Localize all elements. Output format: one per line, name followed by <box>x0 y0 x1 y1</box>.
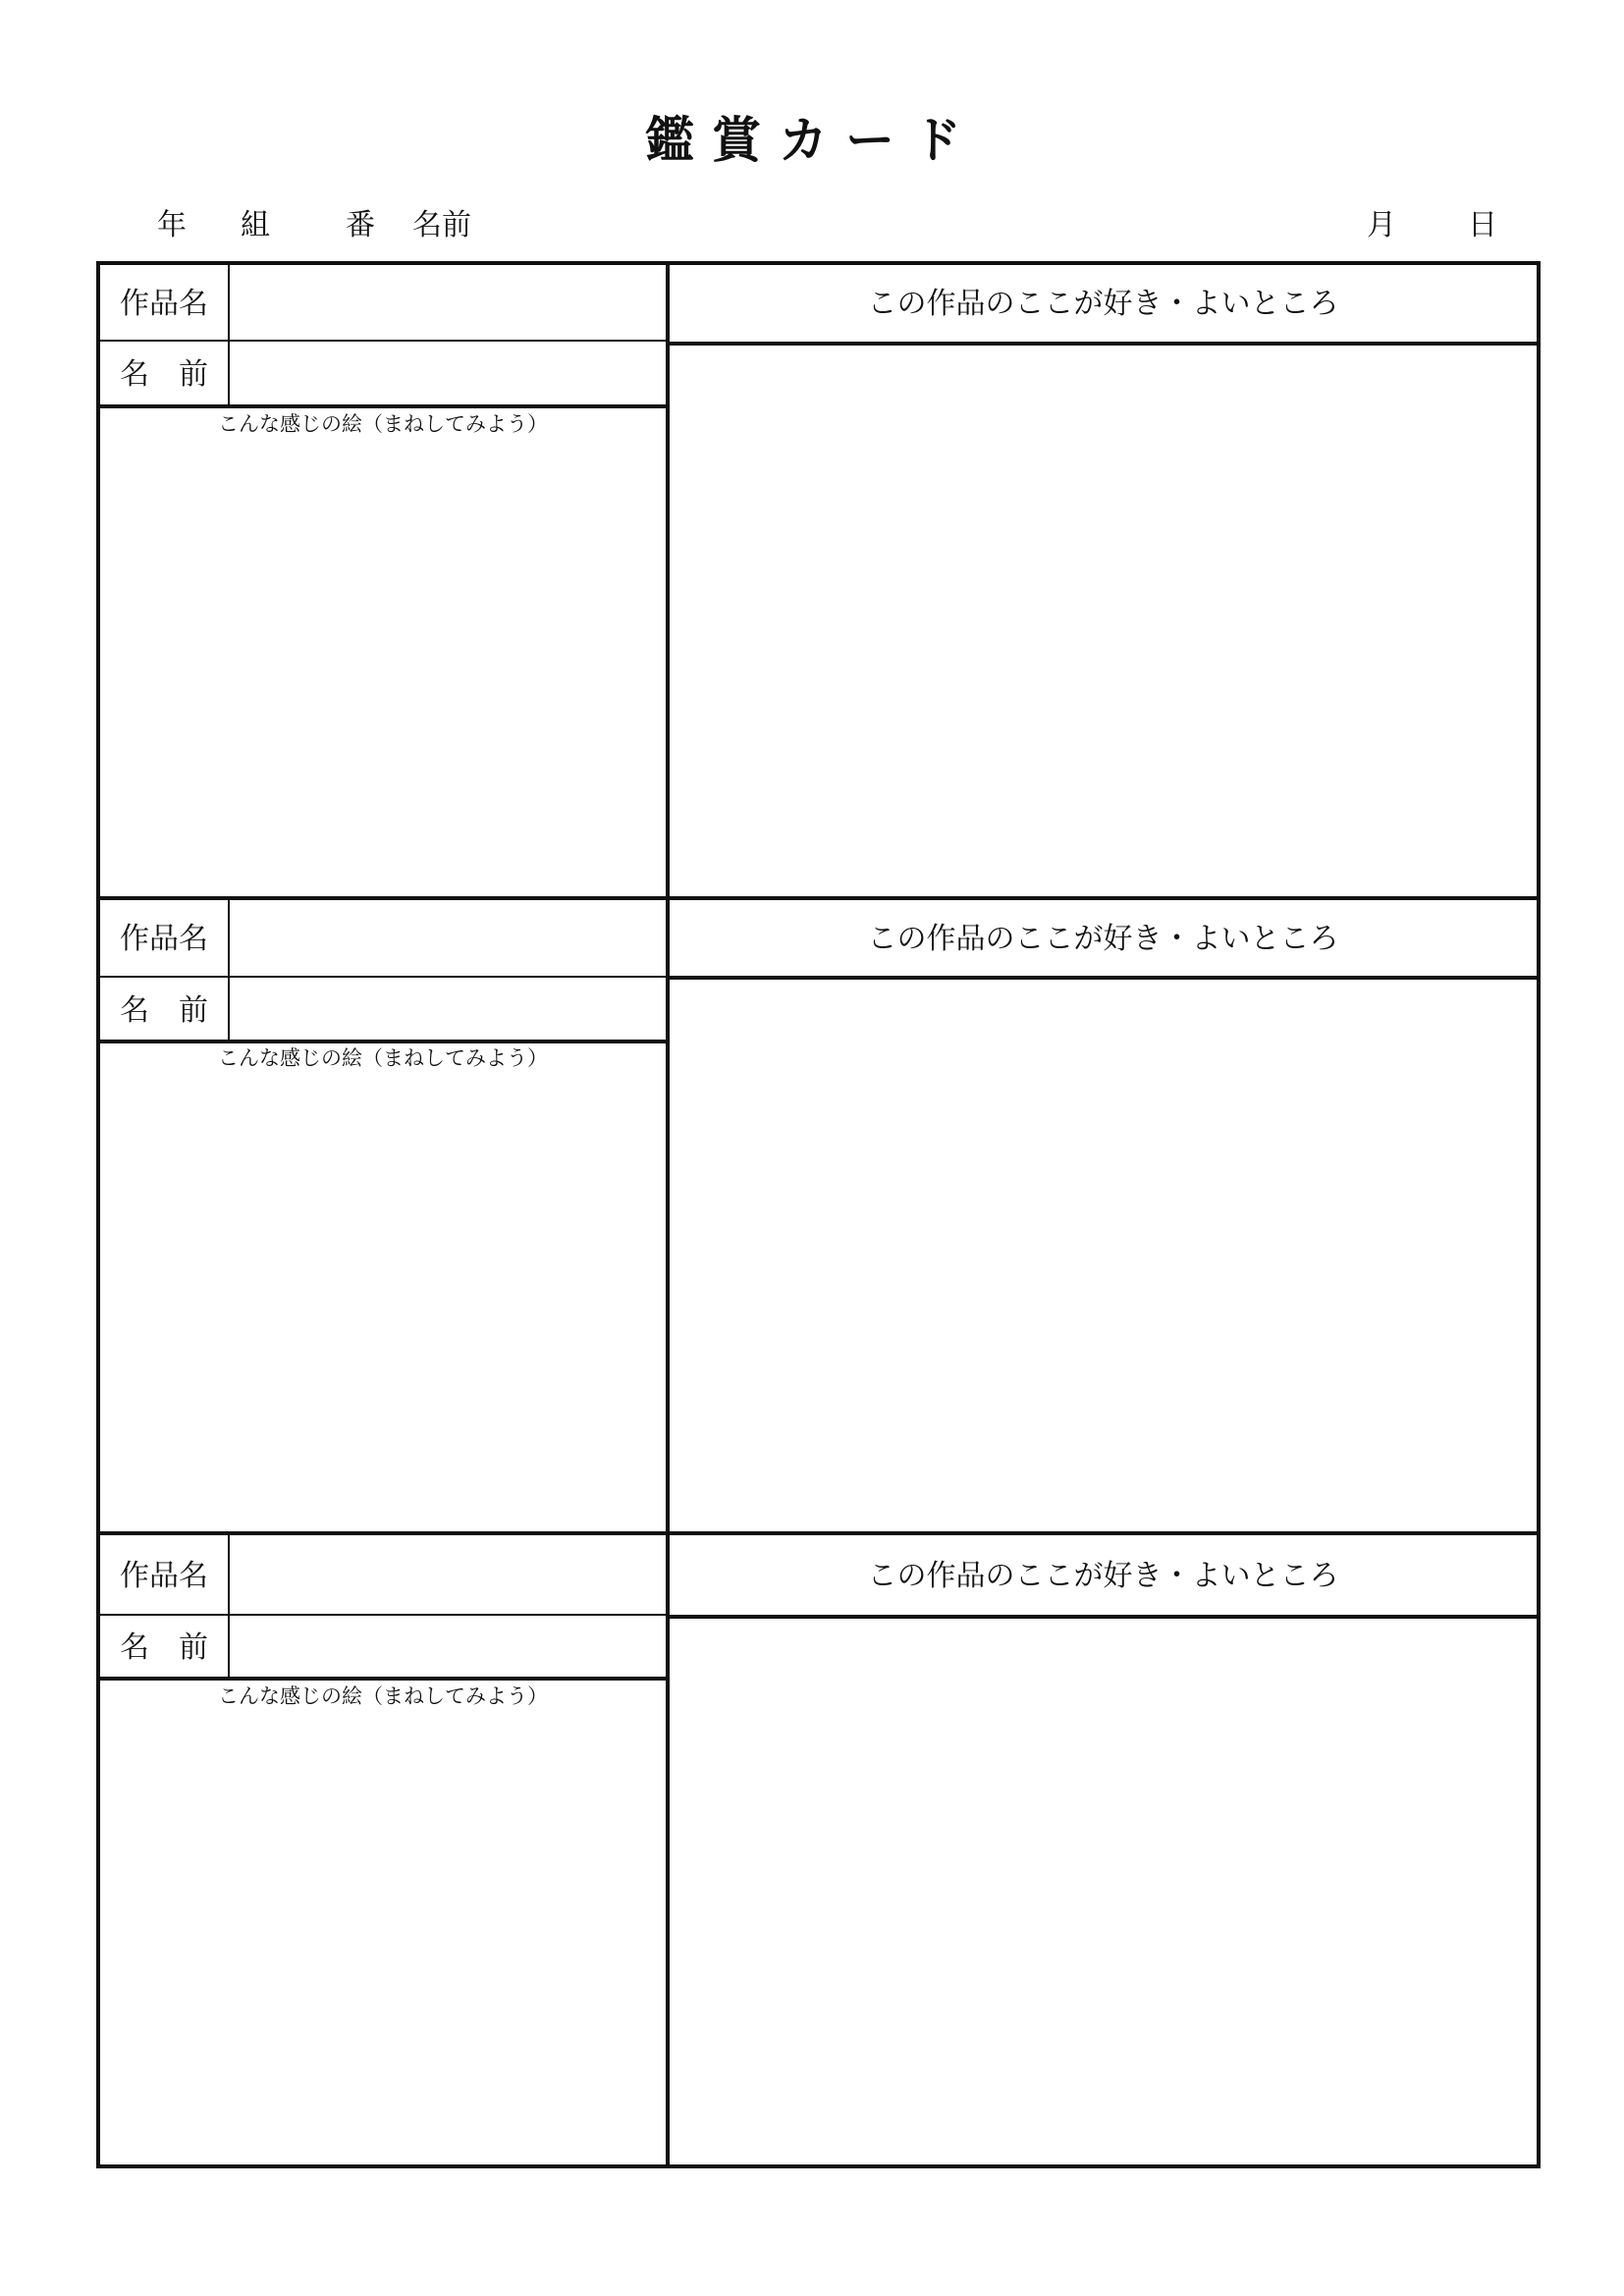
good-points-heading: この作品のここが好き・よいところ <box>867 1559 1339 1593</box>
header-name-label: 名前 <box>412 208 471 242</box>
work-title-field[interactable] <box>230 1535 666 1614</box>
header-day-label: 日 <box>1468 208 1497 242</box>
good-points-heading: この作品のここが好き・よいところ <box>867 287 1339 321</box>
header-class-label: 組 <box>241 208 270 242</box>
artist-name-field[interactable] <box>230 342 666 404</box>
work-title-label: 作品名 <box>120 287 208 321</box>
good-points-area[interactable] <box>670 1619 1537 2164</box>
drawing-area[interactable] <box>100 438 666 896</box>
header-month-label: 月 <box>1367 208 1396 242</box>
drawing-hint-label: こんな感じの絵（まねしてみよう） <box>218 412 548 436</box>
drawing-hint-label: こんな感じの絵（まねしてみよう） <box>218 1684 548 1708</box>
appreciation-card-2 <box>96 900 1541 1535</box>
appreciation-card-3 <box>96 1535 1541 2168</box>
artist-name-label: 名 前 <box>120 357 208 392</box>
row-divider <box>100 1040 666 1043</box>
work-title-field[interactable] <box>230 900 666 976</box>
drawing-hint-label: こんな感じの絵（まねしてみよう） <box>218 1046 548 1070</box>
page-title: 鑑賞カード <box>645 112 979 169</box>
row-divider <box>100 1677 666 1681</box>
row-divider <box>100 404 666 408</box>
appreciation-card-1 <box>96 261 1541 900</box>
work-title-field[interactable] <box>230 265 666 340</box>
artist-name-label: 名 前 <box>120 993 208 1028</box>
drawing-area[interactable] <box>100 1073 666 1531</box>
header-year-label: 年 <box>157 208 187 242</box>
good-points-heading: この作品のここが好き・よいところ <box>867 922 1339 956</box>
good-points-area[interactable] <box>670 346 1537 896</box>
header-number-label: 番 <box>346 208 375 242</box>
work-title-label: 作品名 <box>120 922 208 956</box>
work-title-label: 作品名 <box>120 1559 208 1593</box>
artist-name-field[interactable] <box>230 978 666 1040</box>
drawing-area[interactable] <box>100 1710 666 2164</box>
artist-name-label: 名 前 <box>120 1630 208 1665</box>
good-points-area[interactable] <box>670 980 1537 1531</box>
artist-name-field[interactable] <box>230 1616 666 1677</box>
